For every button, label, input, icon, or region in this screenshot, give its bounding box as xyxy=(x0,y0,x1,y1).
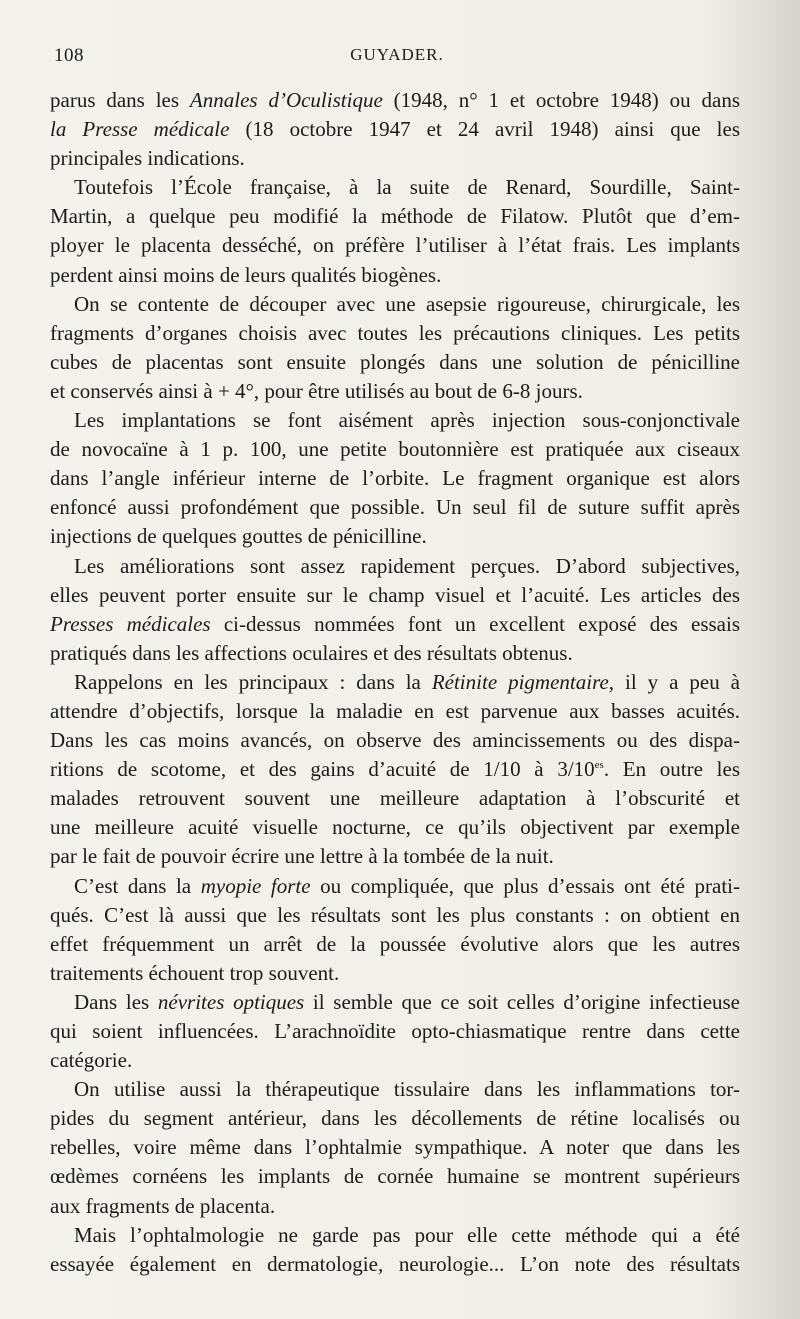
text-line xyxy=(50,1221,740,1250)
italic-segment: Presses médicales xyxy=(50,611,211,636)
text-line xyxy=(50,581,740,610)
text-segment: pratiqués dans les affections oculaires et des résultats obtenus. xyxy=(50,640,573,665)
italic-segment: myopie forte xyxy=(200,873,311,898)
paragraph xyxy=(50,552,740,668)
text-segment: qui soient influencées. L’arachnoïdite opto-chiasmatique rentre dans cette xyxy=(50,1019,740,1043)
text-segment: rebelles, voire même dans l’ophtalmie sympathique. A noter que dans les xyxy=(50,1135,740,1160)
paragraph xyxy=(50,290,740,406)
text-line xyxy=(50,610,740,639)
text-segment: Dans les cas moins avancés, on observe des amincissements ou des dispa- xyxy=(50,728,740,753)
text-segment: et conservés ainsi à + 4°, pour être utilisés au bout de 6-8 jours. xyxy=(50,378,583,403)
text-segment: On utilise aussi la thérapeutique tissulaire dans les inflammations tor- xyxy=(74,1077,740,1102)
text-segment: (1948, n° 1 et octobre 1948) ou dans xyxy=(382,88,740,112)
text-segment: Dans les xyxy=(74,989,158,1014)
text-line xyxy=(50,144,740,173)
text-segment: il y a peu à xyxy=(614,669,741,694)
text-line xyxy=(50,377,740,406)
text-segment: pides du segment antérieur, dans les décollements de rétine localisés ou xyxy=(50,1106,740,1131)
text-segment: ritions de scotome, et des gains d’acuité de 1/10 à 3/10 xyxy=(50,757,595,782)
paragraph xyxy=(50,668,740,872)
paragraph xyxy=(50,173,740,289)
text-line xyxy=(50,406,740,435)
text-segment: elles peuvent porter ensuite sur le champ visuel et l’acuité. Les articles des xyxy=(50,582,740,607)
text-line xyxy=(50,842,740,871)
text-line xyxy=(50,668,740,697)
italic-segment: la Presse médicale xyxy=(50,117,230,142)
text-segment: principales indications. xyxy=(50,146,245,171)
text-segment: dans l’angle inférieur interne de l’orbite. Le fragment organique est alors xyxy=(50,466,740,491)
superscript-segment: es xyxy=(594,759,604,772)
text-line xyxy=(50,813,740,842)
text-segment: . En outre les xyxy=(603,757,740,782)
text-line xyxy=(50,901,740,930)
text-line xyxy=(50,1017,740,1046)
text-line xyxy=(50,290,740,319)
text-segment: catégorie. xyxy=(50,1048,133,1073)
text-segment: C’est dans la xyxy=(74,873,201,898)
text-segment: une meilleure acuité visuelle nocturne, ce qu’ils objectivent par exemple xyxy=(50,815,740,840)
text-line xyxy=(50,959,740,988)
text-segment: On se contente de découper avec une asepsie rigoureuse, chirurgicale, les xyxy=(74,291,740,316)
text-line xyxy=(50,1192,740,1221)
body-text xyxy=(50,86,740,1279)
text-line xyxy=(50,115,740,144)
text-line xyxy=(50,493,740,522)
text-segment: il semble que ce soit celles d’origine infectieuse xyxy=(304,989,741,1014)
paragraph xyxy=(50,988,740,1075)
text-line xyxy=(50,1133,740,1162)
paragraph xyxy=(50,86,740,173)
text-segment: effet fréquemment un arrêt de la poussée évolutive alors que les autres xyxy=(50,931,740,956)
paragraph xyxy=(50,872,740,988)
text-segment: parus dans les xyxy=(50,88,190,112)
text-segment: de novocaïne à 1 p. 100, une petite boutonnière est pratiquée aux ciseaux xyxy=(50,437,740,462)
text-segment: traitements échouent trop souvent. xyxy=(50,960,340,985)
page-number: 108 xyxy=(54,45,84,66)
running-head xyxy=(54,45,740,75)
text-line xyxy=(50,988,740,1017)
text-segment: essayée également en dermatologie, neurologie... L’on note des résultats xyxy=(50,1251,740,1276)
text-line xyxy=(50,552,740,581)
text-line xyxy=(50,930,740,959)
text-segment: Les implantations se font aisément après injection sous-conjonctivale xyxy=(74,408,740,433)
text-segment: injections de quelques gouttes de pénicilline. xyxy=(50,524,427,549)
italic-segment: névrites optiques xyxy=(157,989,305,1014)
text-segment: fragments d’organes choisis avec toutes les précautions cliniques. Les petits xyxy=(50,320,740,345)
text-line xyxy=(50,319,740,348)
paragraph xyxy=(50,1075,740,1220)
text-line xyxy=(50,261,740,290)
text-segment: Les améliorations sont assez rapidement perçues. D’abord subjectives, xyxy=(74,553,740,578)
text-line xyxy=(50,522,740,551)
text-segment: œdèmes cornéens les implants de cornée humaine se montrent supérieurs xyxy=(50,1164,740,1189)
paragraph xyxy=(50,1221,740,1279)
text-segment: enfoncé aussi profondément que possible. Un seul fil de suture suffit après xyxy=(50,495,740,520)
running-title: GUYADER. xyxy=(350,45,444,64)
text-segment: Toutefois l’École française, à la suite de Renard, Sourdille, Saint- xyxy=(74,175,740,200)
text-line xyxy=(50,872,740,901)
text-segment: Rappelons en les principaux : dans la xyxy=(74,669,432,694)
text-line xyxy=(50,1104,740,1133)
text-line xyxy=(50,1075,740,1104)
text-segment: (18 octobre 1947 et 24 avril 1948) ainsi que les xyxy=(229,117,740,142)
text-line xyxy=(50,435,740,464)
italic-segment: Annales d’Oculistique xyxy=(189,88,383,112)
italic-segment: Rétinite pigmentaire, xyxy=(431,669,615,694)
text-segment: attendre d’objectifs, lorsque la maladie en est parvenue aux basses acuités. xyxy=(50,698,740,723)
text-line xyxy=(50,1162,740,1191)
text-segment: cubes de placentas sont ensuite plongés dans une solution de pénicilline xyxy=(50,349,740,374)
text-line xyxy=(50,231,740,260)
text-segment: qués. C’est là aussi que les résultats sont les plus constants : on obtient en xyxy=(50,902,740,927)
text-line xyxy=(50,755,740,784)
text-line xyxy=(50,726,740,755)
text-segment: Martin, a quelque peu modifié la méthode de Filatow. Plutôt que d’em- xyxy=(50,204,740,229)
text-line xyxy=(50,1250,740,1279)
text-line xyxy=(50,784,740,813)
text-line xyxy=(50,86,740,115)
text-segment: par le fait de pouvoir écrire une lettre à la tombée de la nuit. xyxy=(50,844,554,869)
text-segment: malades retrouvent souvent une meilleure adaptation à l’obscurité et xyxy=(50,786,740,811)
text-line xyxy=(50,1046,740,1075)
text-segment: aux fragments de placenta. xyxy=(50,1193,276,1218)
text-line xyxy=(50,202,740,231)
text-segment: ployer le placenta desséché, on préfère l’utiliser à l’état frais. Les implants xyxy=(50,233,740,258)
text-segment: Mais l’ophtalmologie ne garde pas pour elle cette méthode qui a été xyxy=(74,1222,740,1247)
text-segment: ci-dessus nommées font un excellent exposé des essais xyxy=(210,611,740,636)
text-line xyxy=(50,697,740,726)
text-segment: perdent ainsi moins de leurs qualités biogènes. xyxy=(50,262,442,287)
text-line xyxy=(50,173,740,202)
text-line xyxy=(50,639,740,668)
text-segment: ou compliquée, que plus d’essais ont été prati- xyxy=(310,873,740,898)
text-line xyxy=(50,348,740,377)
text-line xyxy=(50,464,740,493)
paragraph xyxy=(50,406,740,551)
